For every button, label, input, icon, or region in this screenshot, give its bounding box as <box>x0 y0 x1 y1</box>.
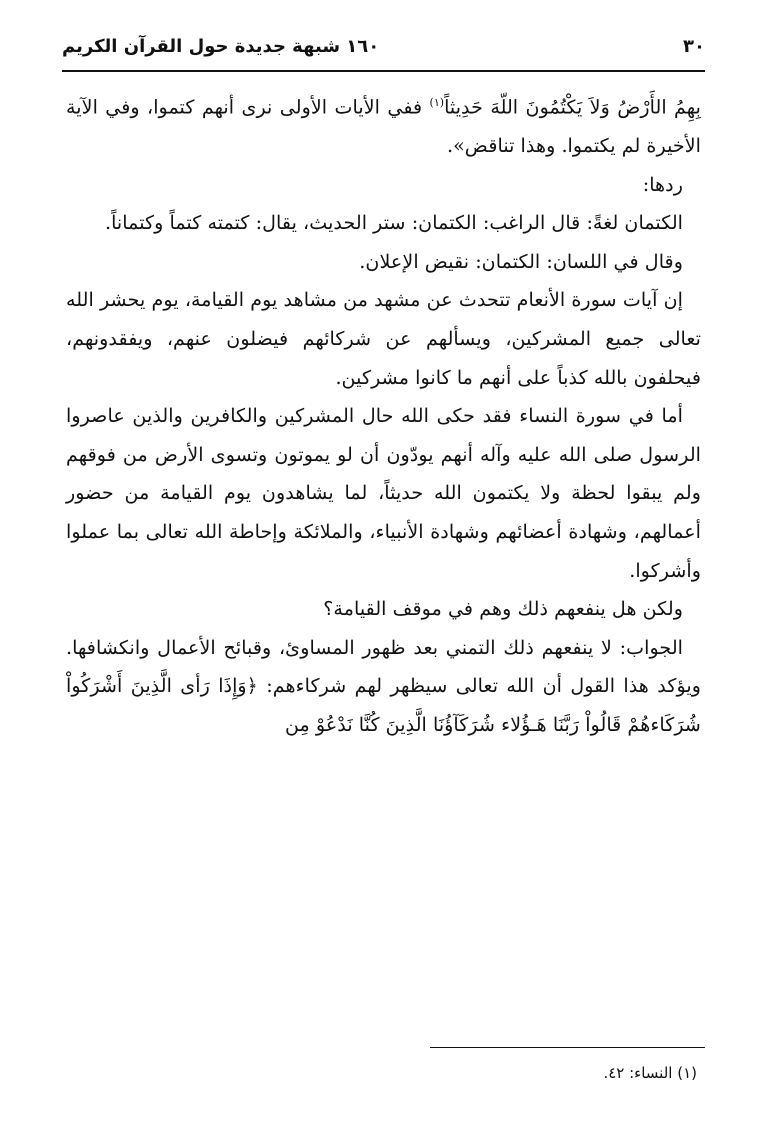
quran-quote: ﴿وَإِذَا رَأى الَّذِينَ أَشْرَكُواْ شُرَكَاءهُمْ قَالُواْ رَبَّنَا هَـؤُلاء شُرَكَآؤُنَا الَّذِينَ كُنَّا نَدْعُوْ مِن <box>66 674 701 736</box>
paragraph-continuation <box>66 84 701 166</box>
page-header <box>62 26 705 66</box>
page-body <box>66 84 701 744</box>
footnote-divider <box>430 1047 705 1048</box>
book-title: ١٦٠ شبهة جديدة حول القرآن الكريم <box>62 35 380 57</box>
page-number: ٣٠ <box>683 35 705 57</box>
reply-label: ردها: <box>642 172 683 196</box>
footnote: (١) النساء: ٤٢. <box>603 1064 697 1082</box>
paragraph-answer <box>66 629 701 745</box>
paragraph-text: ففي الأيات الأولى نرى أنهم كتموا، وفي الآية الأخيرة لم يكتموا. وهذا تناقض». <box>66 95 701 157</box>
footnote-ref: (١) <box>429 96 445 109</box>
answer-text: الجواب: لا ينفعهم ذلك التمني بعد ظهور المساوئ، وقبائح الأعمال وانكشافها. ويؤكد هذا القول أن الله تعالى سيظهر لهم شركاءهم: <box>66 635 701 698</box>
paragraph-lisan: وقال في اللسان: الكتمان: نقيض الإعلان. <box>359 249 683 273</box>
paragraph-lughatan: الكتمان لغةً: قال الراغب: الكتمان: ستر الحديث، يقال: كتمته كتماً وكتماناً. <box>104 211 683 235</box>
paragraph-nisa: أما في سورة النساء فقد حكى الله حال المشركين والكافرين والذين عاصروا الرسول صلى الله عليه وآله أنهم يودّون أن لو يموتون وتسوى الأرض من فوقهم ولم يبقوا لحظة ولا يكتمون الله حديثاً، لما يشاهدون يوم القيامة من حضور أعمالهم، وشهادة أعضائهم وشهادة الأنبياء، والملائكة وإحاطة الله تعالى بما عملوا وأشركوا. <box>66 404 701 582</box>
paragraph-anam: إن آيات سورة الأنعام تتحدث عن مشهد من مشاهد يوم القيامة، يوم يحشر الله تعالى جميع المشركين، ويسألهم عن شركائهم فيضلون عنهم، ويفقدونهم، فيحلفون بالله كذباً على أنهم ما كانوا مشركين. <box>66 288 701 389</box>
paragraph-question: ولكن هل ينفعهم ذلك وهم في موقف القيامة؟ <box>323 597 683 621</box>
header-divider <box>62 70 705 72</box>
quran-quote: بِهِمُ الأَرْضُ وَلاَ يَكْتُمُونَ اللّهَ حَدِيثاً <box>444 95 701 119</box>
